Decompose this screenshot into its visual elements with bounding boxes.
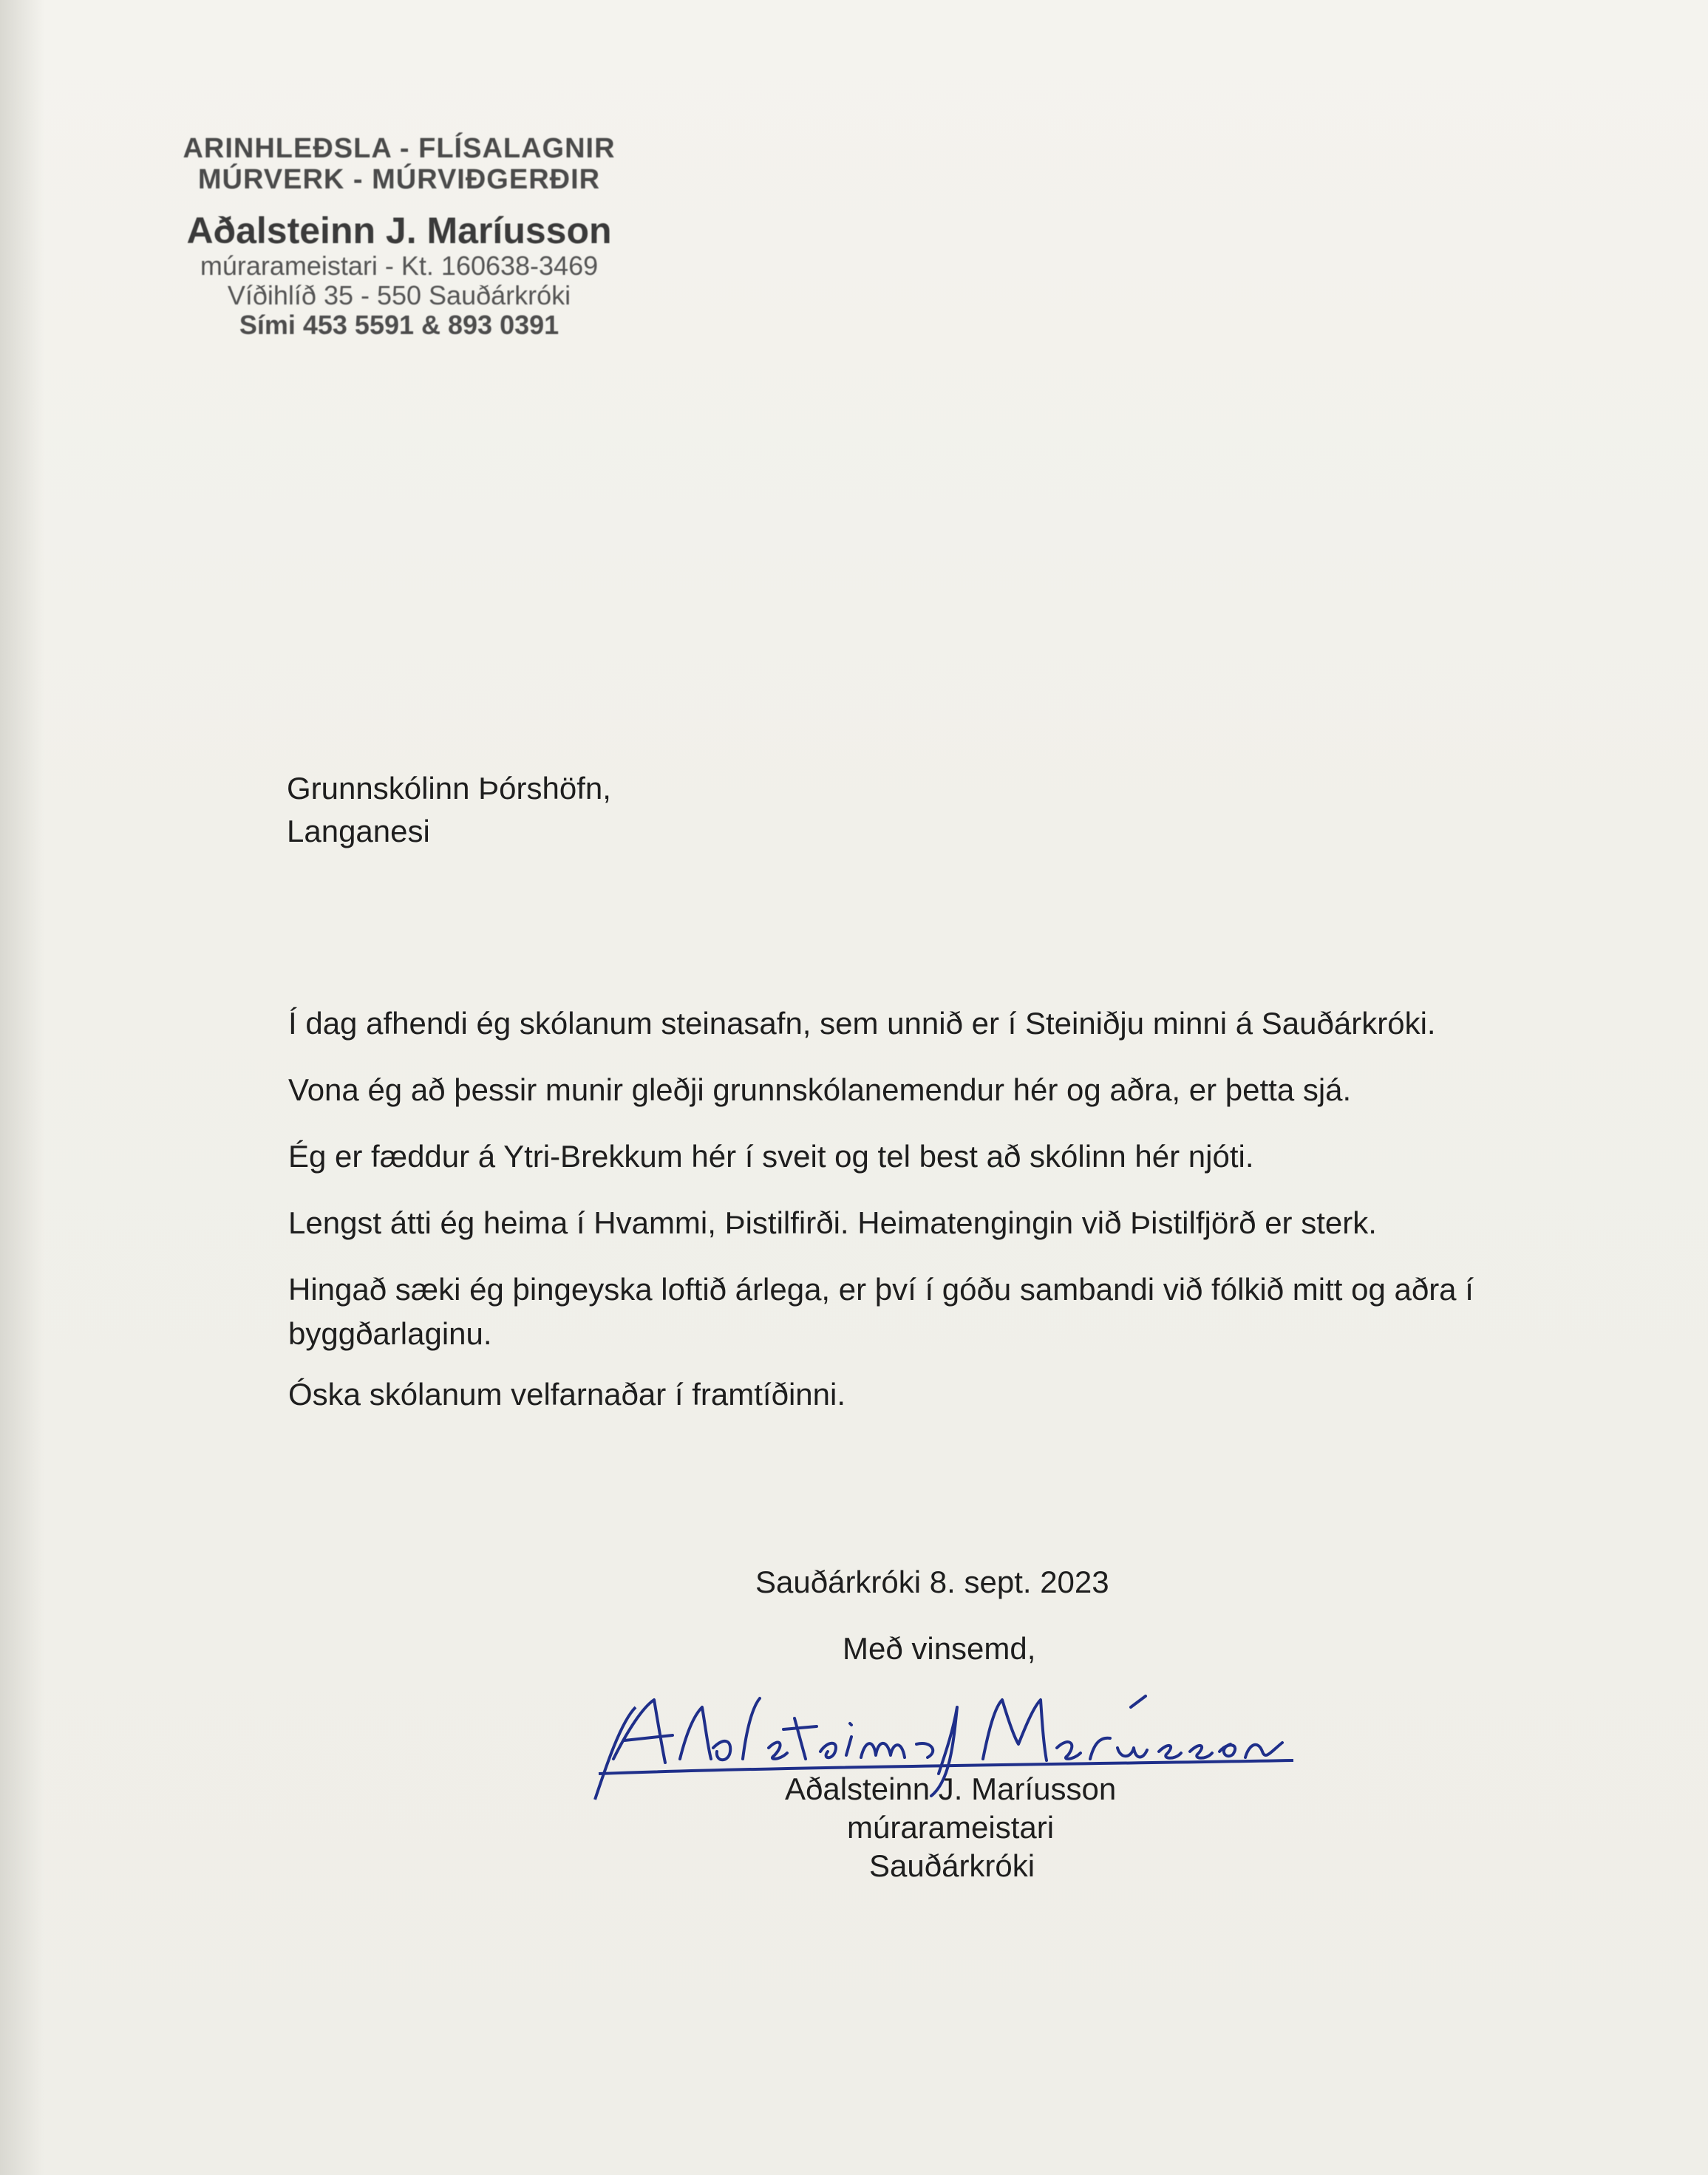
stamp-line-trades: ARINHLEÐSLA - FLÍSALAGNIR	[183, 133, 616, 164]
stamp-line-services: MÚRVERK - MÚRVIÐGERÐIR	[197, 164, 601, 195]
body-paragraph-1: Í dag afhendi ég skólanum steinasafn, sem unnið er í Steiniðju minni á Sauðárkróki.	[288, 1006, 1436, 1041]
body-paragraph-6: Óska skólanum velfarnaðar í framtíðinni.	[288, 1377, 846, 1412]
body-paragraph-4: Lengst átti ég heima í Hvammi, Þistilfirði. Heimatengingin við Þistilfjörð er sterk.	[288, 1205, 1377, 1240]
stamp-name: Aðalsteinn J. Maríusson	[186, 210, 612, 251]
body-paragraph-5a: Hingað sæki ég þingeyska loftið árlega, er því í góðu sambandi við fólkið mitt og aðra í	[288, 1272, 1474, 1307]
signatory-place: Sauðárkróki	[869, 1848, 1035, 1883]
stamp-title-id: múrarameistari - Kt. 160638-3469	[200, 251, 599, 281]
closing-date: Sauðárkróki 8. sept. 2023	[755, 1565, 1109, 1599]
signatory-title: múrarameistari	[847, 1810, 1055, 1845]
body-paragraph-5b: byggðarlaginu.	[288, 1316, 492, 1351]
recipient-line-2: Langanesi	[287, 814, 430, 848]
closing-salutation: Með vinsemd,	[843, 1631, 1036, 1666]
body-paragraph-3: Ég er fæddur á Ytri-Brekkum hér í sveit og tel best að skólinn hér njóti.	[288, 1139, 1254, 1174]
body-paragraph-2: Vona ég að þessir munir gleðji grunnskólanemendur hér og aðra, er þetta sjá.	[288, 1072, 1352, 1107]
stamp-phone: Sími 453 5591 & 893 0391	[239, 310, 559, 340]
recipient-line-1: Grunnskólinn Þórshöfn,	[287, 771, 611, 806]
stamp-address: Víðihlíð 35 - 550 Sauðárkróki	[227, 280, 571, 310]
page-edge-shadow	[0, 0, 44, 2175]
letterhead-stamp	[140, 133, 658, 340]
signatory-name: Aðalsteinn J. Maríusson	[785, 1771, 1117, 1806]
